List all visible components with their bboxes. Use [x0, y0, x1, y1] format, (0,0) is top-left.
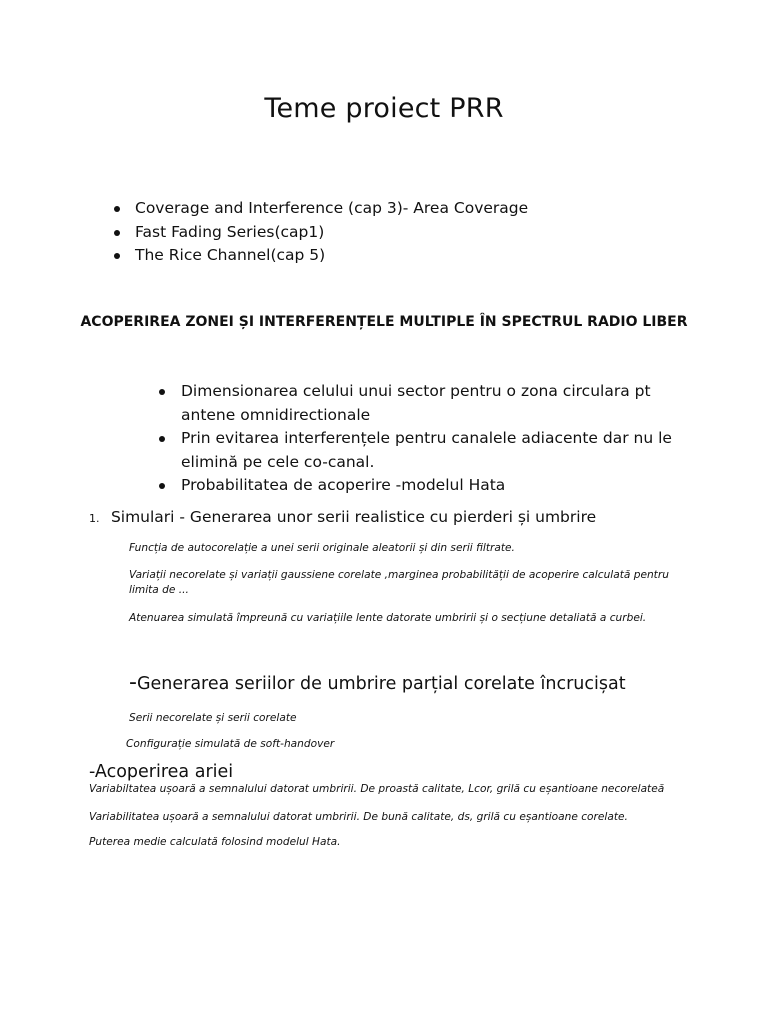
- simulation-note: Atenuarea simulată împreună cu variațiile lente datorate umbririi și o secțiune detaliată a curbei.: [129, 612, 647, 624]
- simulation-note: Funcția de autocorelație a unei serii originale aleatorii și din serii filtrate.: [129, 542, 515, 554]
- bullet-icon: [114, 230, 120, 236]
- bullet-icon: [159, 389, 165, 395]
- heading-dash: -: [129, 670, 137, 695]
- point-text: Prin evitarea interferențele pentru canalele adiacente dar nu le elimină pe cele co-canal.: [181, 429, 672, 471]
- page-title: Teme proiect PRR: [264, 93, 504, 124]
- area-note: Puterea medie calculată folosind modelul Hata.: [89, 836, 341, 848]
- list-item: [135, 221, 528, 245]
- section-point-list: [181, 380, 681, 498]
- area-note: Variabilitatea ușoară a semnalului datorat umbririi. De bună calitate, ds, grilă cu eșantioane corelate.: [89, 811, 628, 823]
- bullet-icon: [114, 253, 120, 259]
- topic-list: [135, 197, 528, 268]
- list-item: [135, 197, 528, 221]
- item-number: 1.: [89, 512, 100, 525]
- topic-text: Coverage and Interference (cap 3)- Area Coverage: [135, 199, 529, 217]
- bullet-icon: [159, 483, 165, 489]
- section-heading: ACOPERIREA ZONEI ȘI INTERFERENȚELE MULTIPLE ÎN SPECTRUL RADIO LIBER: [80, 314, 688, 330]
- point-text: Dimensionarea celului unui sector pentru o zona circulara pt antene omnidirectionale: [181, 382, 651, 424]
- point-text: Probabilitatea de acoperire -modelul Hata: [181, 476, 506, 494]
- bullet-icon: [114, 206, 120, 212]
- topic-text: Fast Fading Series(cap1): [135, 222, 325, 241]
- heading-text: Generarea seriilor de umbrire parțial corelate încrucișat: [136, 674, 626, 694]
- list-item: [181, 380, 681, 427]
- simulation-note: Variații necorelate și variații gaussiene corelate ,marginea probabilității de acoperire calculată pentru limita de ...: [129, 569, 669, 596]
- bullet-icon: [159, 436, 165, 442]
- item-text: Simulari - Generarea unor serii realistice cu pierderi și umbrire: [110, 508, 597, 526]
- list-item: [181, 474, 681, 498]
- list-item: [181, 427, 681, 474]
- shadowing-note: Configurație simulată de soft-handover: [126, 738, 335, 750]
- shadowing-heading: [129, 670, 626, 695]
- shadowing-note: Serii necorelate și serii corelate: [129, 712, 297, 724]
- area-note: Variabiltatea ușoară a semnalului datorat umbririi. De proastă calitate, Lcor, grilă cu eșantioane necorelateă: [89, 783, 665, 795]
- numbered-item: [89, 508, 596, 526]
- area-heading: -Acoperirea ariei: [89, 762, 234, 782]
- topic-text: The Rice Channel(cap 5): [135, 246, 326, 264]
- list-item: [135, 244, 528, 268]
